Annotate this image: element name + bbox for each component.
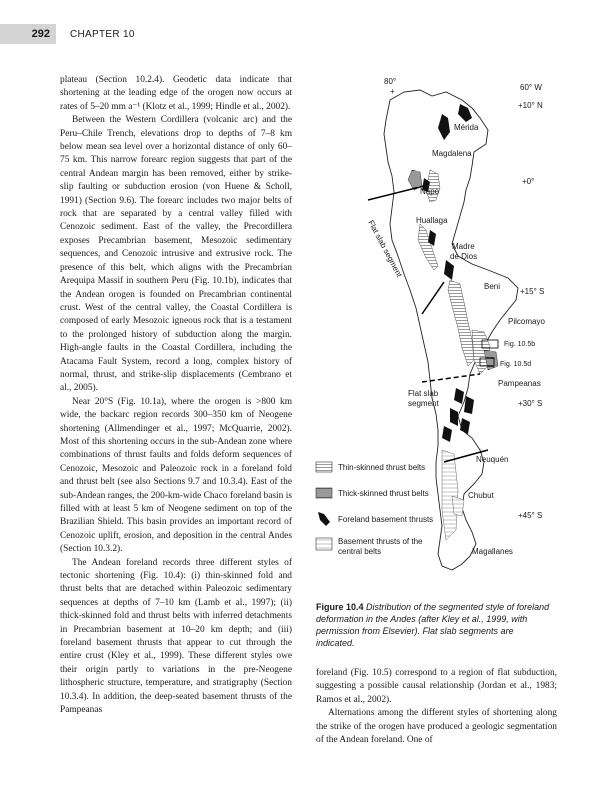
legend-swatch-thin [316,462,332,472]
central-belt-basement-chubut [452,496,464,516]
figure-caption-text: Distribution of the segmented style of foreland deformation in the Andes (after Kley et al., 1999, with permission from Elsevier). Flat slab segments are indicated. [316,602,550,648]
label-30s: +30° S [518,399,543,408]
foreland-basement-thrust-madre [444,260,454,280]
paragraph: Between the Western Cordillera (volcanic arc) and the Peru–Chile Trench, elevations drop to depths of 7–8 km below mean sea level over a horizontal distance of only 60–75 km. This narrow forearc region suggests that part of the central Andean margin has been removed, either by strike-slip faulting or subduction erosion (von Huene & Scholl, 1991) (Section 9.6). The forearc includes two major belts of rock that are separated by a central valley filled with Cenozoic sediment. East of the valley, the Precordillera exposes Precambrian basement, Mesozoic sedimentary sequences, and Cenozoic intrusive and extrusive rock. The presence of this belt, which aligns with the Precambrian Arequipa Massif in southern Peru (Fig. 10.1b), indicates that the Andean orogen is founded on Precambrian continental crust. West of the central valley, the Coastal Cordillera is composed of early Mesozoic igneous rock that is a testament to the prolonged history of subduction along the margin. High-angle faults in the Coastal Cordillera, including the Atacama Fault System, record a long, complex history of normal, thrust, and strike-slip displacements (Cembrano et al., 2005). [60,115,292,394]
left-column [60,74,292,718]
andes-map [312,70,562,590]
paragraph: Near 20°S (Fig. 10.1a), where the orogen is >800 km wide, the backarc region records 300–350 km of Neogene shortening (Allmendinger et al., 1997; McQuarrie, 2002). Most of this shortening occurs in the sub-Andean zone where combinations of thrust faults and folds deform sequences of Cenozoic, Mesozoic and Paleozoic rock in a foreland fold and thrust belt (see also Sections 9.7 and 10.3.4). East of the sub-Andean ranges, the 200-km-wide Chaco foreland basin is filled with at least 5 km of Neogene sediment on top of the Brazilian Shield. This basin provides an important record of Cenozoic uplift, erosion, and deposition in the central Andes (Section 10.3.2). [60,396,292,555]
page-number: 292 [31,28,50,40]
legend-thick-skinned: Thick-skinned thrust belts [338,489,429,498]
label-flat-slab-rotated: Flat slab segment [366,218,404,279]
label-magdalena: Magdalena [432,149,472,158]
label-flat-slab-1: Flat slab [408,389,439,398]
label-0: +0° [522,177,535,186]
label-merida: Mérida [454,123,479,132]
legend-basement-central-2: central belts [338,547,382,556]
label-10n: +10° N [518,101,543,110]
paragraph: plateau (Section 10.2.4). Geodetic data indicate that shortening at the leading edge of the orogen now occurs at rates of 5–20 mm a⁻¹ (Klotz et al., 1999; Hindle et al., 2002). [60,75,292,112]
label-neuquen: Neuquén [476,455,509,464]
legend-basement-central-1: Basement thrusts of the [338,537,423,546]
label-magallanes: Magallanes [472,547,513,556]
paragraph: The Andean foreland records three different styles of tectonic shortening (Fig. 10.4): (i) thin-skinned fold and thrust belts that are detached within Paleozoic sedimentary sequences at depths of 7–10 km (Lamb et al., 1997); (ii) thick-skinned fold and thrust belts with inferred detachments in Precambrian basement at 10–20 km depth; and (iii) foreland basement thrusts that appear to cut through the entire crust (Kley et al., 1999). These different styles owe their origin partly to variations in the pre-Neogene lithospheric structure, temperature, and stratigraphy (Section 10.3.4). In addition, the deep-seated basement thrusts of the Pampeanas [60,557,292,716]
legend-swatch-basement [316,538,332,550]
label-60w: 60° W [520,83,542,92]
figure-caption [316,601,554,649]
paragraph: Alternations among the different styles of shortening along the strike of the orogen have produced a geologic segmentation of the Andean foreland. One of [316,708,557,746]
label-fig-105b: Fig. 10.5b [504,341,536,348]
segment-line-beni [422,282,444,314]
right-column [316,667,557,747]
label-15s: +15° S [520,287,545,296]
page-header [0,24,615,44]
label-madre-1: Madre [452,242,475,251]
chapter-title: CHAPTER 10 [70,29,135,40]
thin-skinned-belt-central [448,280,474,366]
label-pilcomayo: Pilcomayo [508,317,545,326]
label-madre-2: de Dios [450,252,478,261]
grid-tick-80w: + [390,87,395,96]
legend-foreland-basement: Foreland basement thrusts [338,515,434,524]
label-flat-slab-2: segment [408,399,439,408]
foreland-basement-thrust-pampeanas-3 [450,408,458,426]
figure-label: Figure 10.4 [316,602,364,612]
label-chubut: Chubut [468,491,494,500]
label-45s: +45° S [518,511,543,520]
central-belt-basement-south [442,450,458,540]
label-fig-105d: Fig. 10.5d [500,361,532,368]
segment-line-pampeanas [422,374,480,382]
foreland-basement-thrust-pampeanas-5 [442,426,452,442]
segment-line-napo [368,186,424,200]
label-huallaga: Huallaga [416,216,448,225]
page-number-box [0,24,56,44]
foreland-basement-thrust-pampeanas-4 [460,418,470,434]
label-pampeanas: Pampeanas [498,379,541,388]
foreland-basement-thrust-pampeanas-1 [454,388,464,404]
foreland-basement-thrust-magdalena [438,114,450,140]
label-napo: Napo [420,187,440,196]
thin-skinned-belt-peru [418,224,438,270]
label-80w: 80° [384,77,397,86]
legend-swatch-thick [316,488,332,498]
legend-swatch-foreland [318,512,330,526]
paragraph: foreland (Fig. 10.5) correspond to a region of flat subduction, suggesting a possible causal relationship (Jordan et al., 1983; Ramos et al., 2002). [316,668,557,705]
label-beni: Beni [484,282,501,291]
andes-map-figure [312,70,562,590]
legend-thin-skinned: Thin-skinned thrust belts [338,463,426,472]
foreland-basement-thrust-pampeanas-2 [464,396,474,414]
legend [316,462,433,556]
